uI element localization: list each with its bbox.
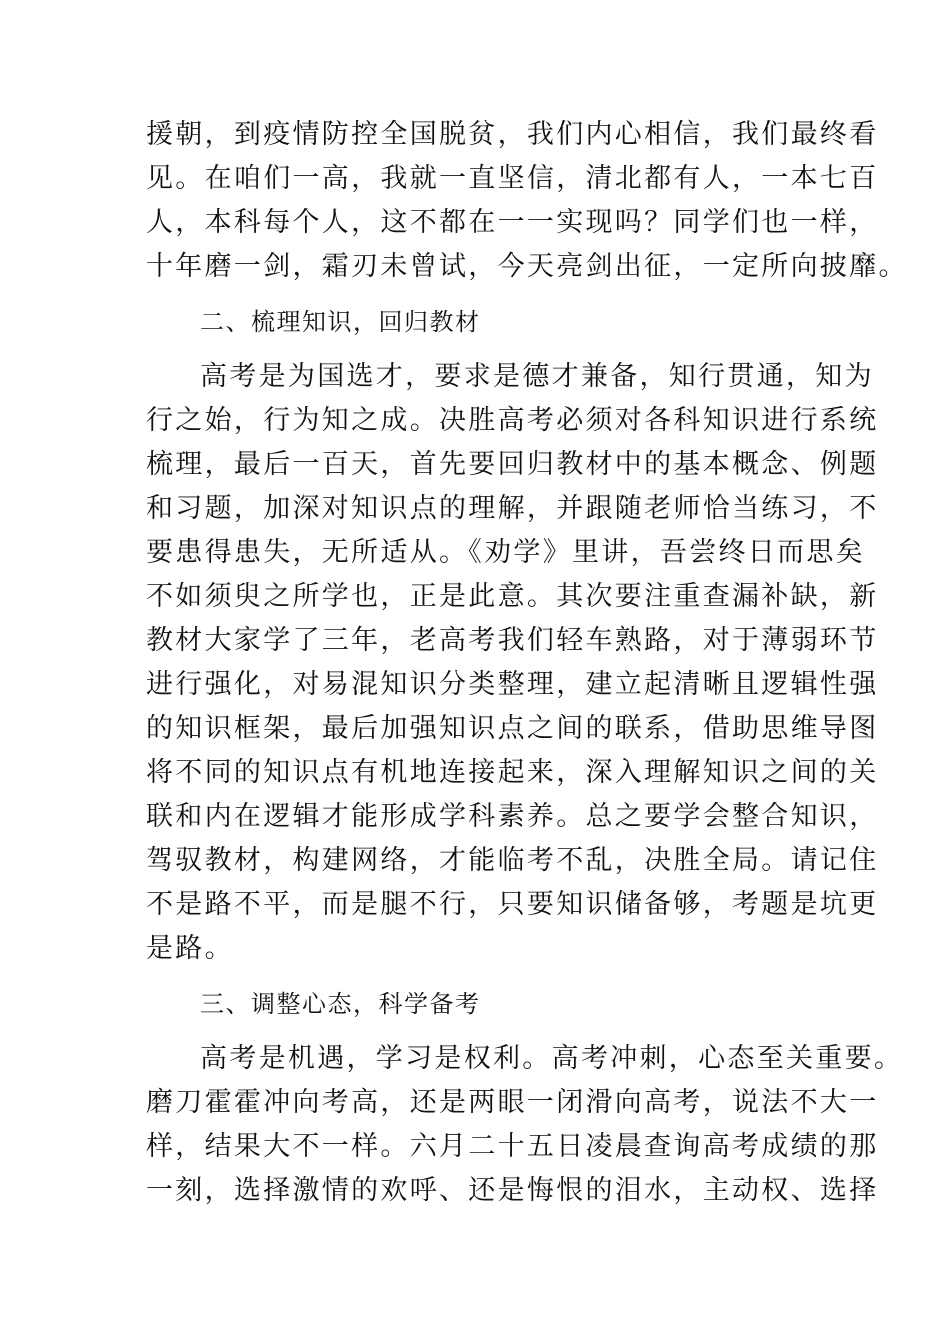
text-line: 将不同的知识点有机地连接起来，深入理解知识之间的关 bbox=[146, 757, 879, 788]
text-line: 要患得患失，无所适从。《劝学》里讲，吾尝终日而思矣 bbox=[146, 537, 865, 568]
text-line: 进行强化，对易混知识分类整理，建立起清晰且逻辑性强 bbox=[146, 669, 879, 700]
section-heading-3: 三、调整心态，科学备考 bbox=[200, 990, 481, 1018]
text-line: 高考是机遇，学习是权利。高考冲刺，心态至关重要。 bbox=[200, 1043, 904, 1074]
section-heading-2: 二、梳理知识，回归教材 bbox=[200, 308, 481, 336]
text-line: 援朝，到疫情防控全国脱贫，我们内心相信，我们最终看 bbox=[146, 119, 879, 150]
text-line: 是路。 bbox=[146, 933, 234, 964]
text-line: 磨刀霍霍冲向考高，还是两眼一闭滑向高考，说法不大一 bbox=[146, 1087, 879, 1118]
text-line: 教材大家学了三年，老高考我们轻车熟路，对于薄弱环节 bbox=[146, 625, 879, 656]
text-line: 和习题，加深对知识点的理解，并跟随老师恰当练习，不 bbox=[146, 493, 879, 524]
text-line: 联和内在逻辑才能形成学科素养。总之要学会整合知识， bbox=[146, 801, 879, 832]
text-line: 一刻，选择激情的欢呼、还是悔恨的泪水，主动权、选择 bbox=[146, 1175, 879, 1206]
section-2-paragraph bbox=[146, 355, 879, 971]
text-line: 的知识框架，最后加强知识点之间的联系，借助思维导图 bbox=[146, 713, 879, 744]
text-line: 行之始，行为知之成。决胜高考必须对各科知识进行系统 bbox=[146, 405, 879, 436]
text-line: 高考是为国选才，要求是德才兼备，知行贯通，知为 bbox=[200, 361, 874, 392]
document-page bbox=[146, 113, 908, 1213]
text-line: 不如须臾之所学也，正是此意。其次要注重查漏补缺，新 bbox=[146, 581, 879, 612]
text-line: 不是路不平，而是腿不行，只要知识储备够，考题是坑更 bbox=[146, 889, 879, 920]
section-3-paragraph bbox=[146, 1037, 904, 1213]
text-line: 样，结果大不一样。六月二十五日凌晨查询高考成绩的那 bbox=[146, 1131, 879, 1162]
intro-paragraph bbox=[146, 113, 908, 289]
text-line: 驾驭教材，构建网络，才能临考不乱，决胜全局。请记住 bbox=[146, 845, 879, 876]
text-line: 十年磨一剑，霜刃未曾试，今天亮剑出征，一定所向披靡。 bbox=[146, 251, 908, 282]
text-line: 见。在咱们一高，我就一直坚信，清北都有人，一本七百 bbox=[146, 163, 879, 194]
text-line: 人，本科每个人，这不都在一一实现吗？同学们也一样， bbox=[146, 207, 879, 238]
text-line: 梳理，最后一百天，首先要回归教材中的基本概念、例题 bbox=[146, 449, 879, 480]
